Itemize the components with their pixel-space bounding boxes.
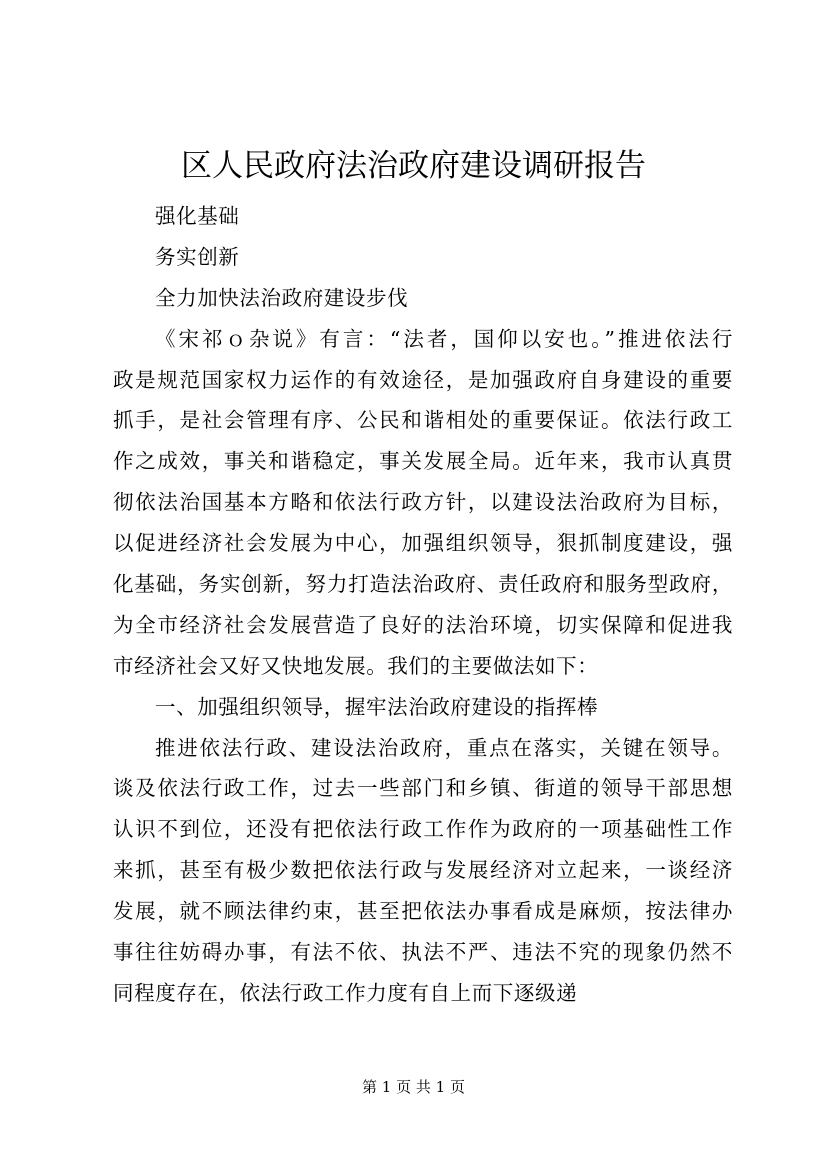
paragraph-line: 以促进经济社会发展为中心，加强组织领导，狠抓制度建设，强: [113, 531, 733, 556]
paragraph-line: 来抓，甚至有极少数把依法行政与发展经济对立起来，一谈经济: [113, 858, 733, 883]
paragraph-line: 政是规范国家权力运作的有效途径，是加强政府自身建设的重要: [113, 367, 733, 392]
document-title: 区人民政府法治政府建设调研报告: [181, 148, 646, 184]
page-footer: 第 1 页 共 1 页: [362, 1078, 465, 1096]
paragraph-line: 化基础，务实创新，努力打造法治政府、责任政府和服务型政府，: [113, 572, 733, 597]
paragraph-line: 强化基础: [155, 204, 240, 228]
paragraph-line: 认识不到位，还没有把依法行政工作作为政府的一项基础性工作: [113, 817, 733, 842]
paragraph-line: 事往往妨碍办事，有法不依、执法不严、违法不究的现象仍然不: [113, 940, 733, 965]
paragraph-line: 作之成效，事关和谐稳定，事关发展全局。近年来，我市认真贯: [113, 449, 733, 474]
paragraph-line: 抓手，是社会管理有序、公民和谐相处的重要保证。依法行政工: [113, 408, 733, 433]
paragraph-line: 发展，就不顾法律约束，甚至把依法办事看成是麻烦，按法律办: [113, 899, 733, 924]
paragraph-line: 彻依法治国基本方略和依法行政方针，以建设法治政府为目标，: [113, 490, 733, 515]
paragraph-line: 市经济社会又好又快地发展。我们的主要做法如下：: [113, 653, 599, 678]
section-heading: 一、加强组织领导，握牢法治政府建设的指挥棒: [155, 694, 599, 719]
paragraph-line: 《宋祁ｏ杂说》有言：“法者，国仰以安也。”推进依法行: [155, 326, 733, 351]
paragraph-line: 谈及依法行政工作，过去一些部门和乡镇、街道的领导干部思想: [113, 776, 733, 801]
paragraph-line: 全力加快法治政府建设步伐: [155, 285, 409, 310]
paragraph-line: 同程度存在，依法行政工作力度有自上而下逐级递: [113, 980, 578, 1005]
paragraph-line: 为全市经济社会发展营造了良好的法治环境，切实保障和促进我: [113, 612, 733, 637]
paragraph-line: 推进依法行政、建设法治政府，重点在落实，关键在领导。: [155, 735, 733, 760]
document-body: [113, 196, 733, 1014]
paragraph-line: 务实创新: [155, 244, 240, 269]
